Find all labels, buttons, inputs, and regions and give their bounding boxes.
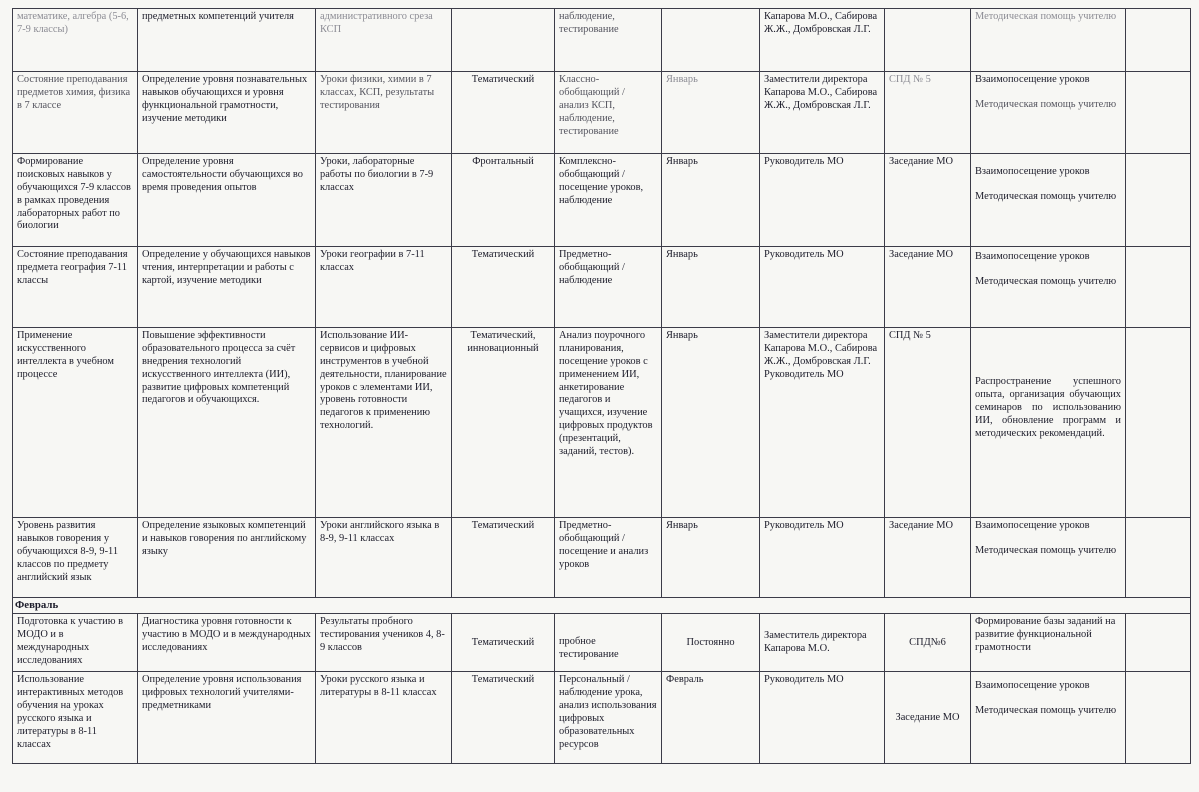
deadline-cell: Январь <box>662 247 760 328</box>
summary-cell: СПД№6 <box>885 614 971 672</box>
decision-cell <box>971 247 1126 328</box>
topic-cell: Состояние преподавания предметов химия, физика в 7 классе <box>13 72 138 154</box>
method-cell: наблюдение, тестирование <box>555 9 662 72</box>
method-cell: Классно-обобщающий / анализ КСП, наблюдение, тестирование <box>555 72 662 154</box>
section-row <box>13 598 1191 614</box>
type-cell: Тематический, инновационный <box>452 328 555 518</box>
topic-cell: Использование интерактивных методов обучения на уроках русского языка и литературы в 8-11 классах <box>13 672 138 764</box>
summary-cell <box>885 9 971 72</box>
object-cell: Уроки физики, химии в 7 классах, КСП, результаты тестирования <box>316 72 452 154</box>
decision-line: Методическая помощь учителю <box>975 275 1117 287</box>
responsible-cell: Заместители директора Капарова М.О., Сабирова Ж.Ж., Домбровская Л.Г. Руководитель МО <box>760 328 885 518</box>
topic-cell: Применение искусственного интеллекта в учебном процессе <box>13 328 138 518</box>
table-row <box>13 328 1191 518</box>
summary-cell: Заседание МО <box>885 154 971 247</box>
type-cell: Тематический <box>452 518 555 598</box>
goal-cell: Определение уровня использования цифровых технологий учителями-предметниками <box>138 672 316 764</box>
table-row <box>13 614 1191 672</box>
decision-line: Взаимопосещение уроков <box>975 520 1090 531</box>
object-cell: Результаты пробного тестирования учеников 4, 8-9 классов <box>316 614 452 672</box>
decision-cell <box>971 672 1126 764</box>
table-row <box>13 247 1191 328</box>
type-cell: Тематический <box>452 614 555 672</box>
empty-cell <box>1126 9 1191 72</box>
responsible-cell: Заместители директора Капарова М.О., Сабирова Ж.Ж., Домбровская Л.Г. <box>760 72 885 154</box>
goal-cell: Определение языковых компетенций и навыков говорения по английскому языку <box>138 518 316 598</box>
topic-cell: Формирование поисковых навыков у обучающихся 7-9 классов в рамках проведения лабораторных работ по биологии <box>13 154 138 247</box>
summary-cell: Заседание МО <box>885 518 971 598</box>
topic-cell: математике, алгебра (5-6, 7-9 классы) <box>13 9 138 72</box>
decision-line: Взаимопосещение уроков <box>975 680 1090 692</box>
table-row <box>13 9 1191 72</box>
method-cell: Комплексно-обобщающий / посещение уроков, наблюдение <box>555 154 662 247</box>
topic-cell: Состояние преподавания предмета география 7-11 классы <box>13 247 138 328</box>
goal-cell: Определение у обучающихся навыков чтения, интерпретации и работы с картой, изучение методики <box>138 247 316 328</box>
empty-cell <box>1126 328 1191 518</box>
decision-cell <box>971 154 1126 247</box>
responsible-cell: Руководитель МО <box>760 247 885 328</box>
type-cell: Тематический <box>452 247 555 328</box>
empty-cell <box>1126 672 1191 764</box>
object-cell: Уроки географии в 7-11 классах <box>316 247 452 328</box>
topic-cell: Подготовка к участию в МОДО и в международных исследованиях <box>13 614 138 672</box>
decision-line: Взаимопосещение уроков <box>975 166 1090 177</box>
method-cell: Анализ поурочного планирования, посещение уроков с применением ИИ, анкетирование педагогов и учащихся, изучение цифровых продуктов (презентаций, заданий, тестов). <box>555 328 662 518</box>
decision-cell <box>971 72 1126 154</box>
deadline-cell: Январь <box>662 72 760 154</box>
object-cell: Уроки английского языка в 8-9, 9-11 классах <box>316 518 452 598</box>
decision-cell <box>971 328 1126 518</box>
goal-cell: Определение уровня познавательных навыков обучающихся и уровня функциональной грамотности, изучение методики <box>138 72 316 154</box>
object-cell: административного среза КСП <box>316 9 452 72</box>
deadline-cell <box>662 9 760 72</box>
decision-cell: Формирование базы заданий на развитие функциональной грамотности <box>971 614 1126 672</box>
decision-line: Методическая помощь учителю <box>975 705 1117 717</box>
object-cell: Уроки русского языка и литературы в 8-11 классах <box>316 672 452 764</box>
empty-cell <box>1126 154 1191 247</box>
deadline-cell: Февраль <box>662 672 760 764</box>
decision-cell <box>971 518 1126 598</box>
responsible-cell: Капарова М.О., Сабирова Ж.Ж., Домбровская Л.Г. <box>760 9 885 72</box>
responsible-cell: Руководитель МО <box>760 518 885 598</box>
object-cell: Использование ИИ-сервисов и цифровых инструментов в учебной деятельности, планирование уроков с элементами ИИ, уровень готовности педагогов к применению технологий. <box>316 328 452 518</box>
decision-line: Взаимопосещение уроков <box>975 74 1090 85</box>
empty-cell <box>1126 614 1191 672</box>
empty-cell <box>1126 72 1191 154</box>
decision-line: Методическая помощь учителю <box>975 98 1117 110</box>
table-row <box>13 672 1191 764</box>
empty-cell <box>1126 518 1191 598</box>
table-row <box>13 72 1191 154</box>
responsible-cell: Заместитель директора Капарова М.О. <box>760 614 885 672</box>
deadline-cell: Постоянно <box>662 614 760 672</box>
empty-cell <box>1126 247 1191 328</box>
object-cell: Уроки, лабораторные работы по биологии в 7-9 классах <box>316 154 452 247</box>
type-cell: Тематический <box>452 672 555 764</box>
type-cell: Фронтальный <box>452 154 555 247</box>
method-cell: пробное тестирование <box>555 614 662 672</box>
method-cell: Предметно-обобщающий / наблюдение <box>555 247 662 328</box>
control-plan-table <box>12 8 1191 764</box>
goal-cell: Диагностика уровня готовности к участию в МОДО и в международных исследованиях <box>138 614 316 672</box>
goal-cell: предметных компетенций учителя <box>138 9 316 72</box>
method-cell: Персональный / наблюдение урока, анализ использования цифровых образовательных ресурсов <box>555 672 662 764</box>
table-row <box>13 154 1191 247</box>
decision-line: Методическая помощь учителю <box>975 544 1117 556</box>
type-cell: Тематический <box>452 72 555 154</box>
decision-cell: Методическая помощь учителю <box>971 9 1126 72</box>
method-cell: Предметно-обобщающий / посещение и анализ уроков <box>555 518 662 598</box>
goal-cell: Определение уровня самостоятельности обучающихся во время проведения опытов <box>138 154 316 247</box>
decision-text: Распространение успешного опыта, организация обучающих семинаров по использованию ИИ, обновление программ и методических рекомендаций. <box>975 376 1121 439</box>
deadline-cell: Январь <box>662 328 760 518</box>
goal-cell: Повышение эффективности образовательного процесса за счёт внедрения технологий искусственного интеллекта (ИИ), развитие цифровых компетенций педагогов и обучающихся. <box>138 328 316 518</box>
summary-cell: СПД № 5 <box>885 328 971 518</box>
summary-cell: Заседание МО <box>885 672 971 764</box>
responsible-cell: Руководитель МО <box>760 672 885 764</box>
responsible-cell: Руководитель МО <box>760 154 885 247</box>
deadline-cell: Январь <box>662 518 760 598</box>
deadline-cell: Январь <box>662 154 760 247</box>
section-title: Февраль <box>13 598 1191 614</box>
decision-line: Методическая помощь учителю <box>975 190 1117 202</box>
summary-cell: Заседание МО <box>885 247 971 328</box>
type-cell <box>452 9 555 72</box>
table-row <box>13 518 1191 598</box>
topic-cell: Уровень развития навыков говорения у обучающихся 8-9, 9-11 классов по предмету английский язык <box>13 518 138 598</box>
decision-line: Взаимопосещение уроков <box>975 251 1090 262</box>
summary-cell: СПД № 5 <box>885 72 971 154</box>
